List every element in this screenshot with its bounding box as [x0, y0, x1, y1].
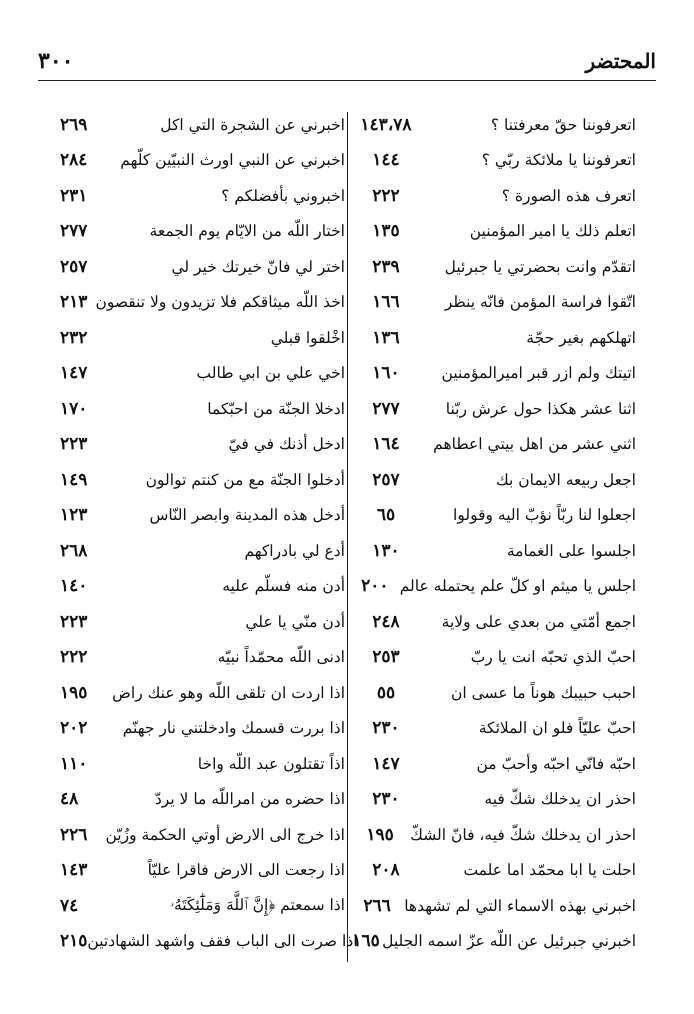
entry-page-number: ١٤٤: [372, 150, 400, 171]
entry-page-number: ٢٨٤: [60, 150, 88, 171]
entry-page-number: ٢٦٩: [60, 114, 88, 135]
left-index-entry: [60, 214, 345, 250]
entry-phrase: اخْلقوا قبلي: [270, 328, 345, 347]
entry-page-number: ٧٤: [60, 895, 79, 916]
entry-phrase: اثني عشر من اهل بيتي اعطاهم: [433, 435, 636, 454]
left-index-entry: [60, 533, 345, 569]
entry-page-number: ١٣٠: [372, 540, 400, 561]
left-index-entry: [60, 888, 345, 924]
left-index-entry: [60, 711, 345, 747]
entry-phrase: اجلس يا ميثم او كلّ علم يحتمله عالم: [399, 577, 636, 596]
entry-page-number: ٢٣٠: [372, 789, 400, 810]
entry-phrase: اتهلكهم بغير حجّة: [526, 328, 636, 347]
left-index-entry: [60, 249, 345, 285]
entry-phrase: اذا بررت قسمك وادخلتني نار جهنّم: [122, 719, 345, 738]
entry-phrase: اتيتك ولم ازر قبر اميرالمؤمنين: [441, 364, 636, 383]
left-index-entry: [60, 462, 345, 498]
entry-page-number: ٥٥: [376, 682, 396, 703]
entry-page-number: ٢٥٧: [60, 256, 88, 277]
entry-page-number: ٢٧٧: [60, 221, 88, 242]
entry-phrase: أدخلوا الجنّة مع من كنتم توالون: [145, 470, 345, 489]
right-index-entry: [350, 498, 636, 534]
entry-phrase: اخبرني جبرئيل عن اللّه عزّ اسمه الجليل: [382, 932, 636, 951]
entry-phrase: احذر ان يدخلك شكّ فيه: [484, 790, 636, 809]
entry-page-number: ٢٢٣: [60, 434, 88, 455]
entry-page-number: ١٤٣: [60, 860, 88, 881]
left-index-entry: [60, 285, 345, 321]
entry-page-number: ٢٠٨: [372, 860, 400, 881]
entry-page-number: ٢٥٣: [372, 647, 400, 668]
entry-page-number: ٤٨: [60, 789, 79, 810]
entry-phrase: اختر لي فانّ خيرتك خير لي: [171, 257, 345, 276]
entry-page-number: ٢١٣: [60, 292, 88, 313]
left-index-entry: [60, 640, 345, 676]
entry-page-number: ١٦٦: [372, 292, 400, 313]
right-index-entry: [350, 178, 636, 214]
entry-page-number: ٢٧٧: [372, 398, 400, 419]
left-index-entry: [60, 853, 345, 889]
entry-page-number: ٢٠٢: [60, 718, 88, 739]
entry-page-number: ١٤٧: [60, 363, 88, 384]
entry-page-number: ١٤٠: [60, 576, 88, 597]
right-index-entry: [350, 888, 636, 924]
right-index-entry: [350, 249, 636, 285]
entry-page-number: ١٤٩: [60, 469, 88, 490]
entry-phrase: اذا حضره من امراللّه ما لا يردّ: [154, 790, 345, 809]
right-index-entry: [350, 604, 636, 640]
entry-phrase: اثنا عشر هكذا حول عرش ربّنا: [445, 399, 636, 418]
entry-phrase: اخبروني بأفضلكم ؟: [221, 186, 345, 205]
entry-phrase: اذا رجعت الى الارض فاقرا عليّاً: [147, 861, 345, 880]
entry-phrase: اجعلوا لنا ربّاً نؤبّ اليه وقولوا: [453, 506, 636, 525]
entry-phrase: اتعرف هذه الصورة ؟: [501, 186, 636, 205]
left-index-entry: [60, 391, 345, 427]
left-index-entry: [60, 817, 345, 853]
entry-phrase: احبّ عليّاً فلو ان الملائكة: [478, 719, 636, 738]
entry-phrase: ادنى اللّه محمّداً نبيّه: [217, 648, 345, 667]
entry-phrase: اتعلم ذلك يا امير المؤمنين: [469, 222, 636, 241]
entry-page-number: ٢٣٩: [372, 256, 400, 277]
entry-page-number: ١١٠: [60, 753, 88, 774]
entry-page-number: ٢٦٨: [60, 540, 88, 561]
entry-page-number: ٢٣١: [60, 185, 88, 206]
right-column: [350, 107, 636, 959]
running-title: المحتضر: [585, 49, 656, 73]
entry-phrase: اذا صرت الى الباب فقف واشهد الشهادتين: [87, 932, 358, 951]
right-index-entry: [350, 746, 636, 782]
entry-phrase: اذا اردت ان تلقى اللّه وهو عنك راض: [112, 683, 345, 702]
right-index-entry: [350, 924, 636, 960]
entry-phrase: احبّ الذي تحبّه انت يا ربّ: [470, 648, 636, 667]
entry-phrase: اتعرفوننا حقّ معرفتنا ؟: [490, 115, 636, 134]
left-index-entry: [60, 356, 345, 392]
left-column: [60, 107, 358, 959]
entry-page-number: ٢٥٧: [372, 469, 400, 490]
entry-phrase: اذا خرج الى الارض أوتي الحكمة وزُيّن: [105, 825, 345, 844]
right-index-entry: [350, 285, 636, 321]
entry-phrase: اذا سمعتم ﴿إِنَّ ٱللَّهَ وَمَلَٰٓئِكَتَهُۥ: [170, 896, 345, 915]
entry-phrase: اخبرني عن الشجرة التي اكل: [160, 115, 345, 134]
entry-page-number: ٢٢٦: [60, 824, 88, 845]
entry-page-number: ١٤٧: [372, 753, 400, 774]
entry-page-number: ٢٢٣: [60, 611, 88, 632]
right-index-entry: [350, 533, 636, 569]
entry-page-number: ٢٠٠: [361, 576, 389, 597]
entry-page-number: ١٦٥: [352, 931, 380, 952]
entry-page-number: ١٦٤: [372, 434, 400, 455]
entry-phrase: اجمع أمّتي من بعدي على ولاية: [441, 612, 636, 631]
entry-phrase: اذاً تقتلون عبد اللّه واخا: [197, 754, 345, 773]
entry-phrase: ادخل أذنك في فيّ: [228, 435, 345, 454]
entry-page-number: ١٩٥: [60, 682, 88, 703]
entry-phrase: أدن منه فسلّم عليه: [222, 577, 345, 596]
entry-phrase: أدع لي بادراكهم: [244, 541, 345, 560]
left-index-entry: [60, 143, 345, 179]
entry-phrase: اتعرفوننا يا ملائكة ربّي ؟: [481, 151, 636, 170]
page-header: [38, 44, 656, 78]
left-index-entry: [60, 320, 345, 356]
left-index-entry: [60, 178, 345, 214]
entry-phrase: احلت يا ابا محمّد اما علمت: [463, 861, 636, 880]
left-index-entry: [60, 107, 345, 143]
header-rule: [38, 80, 656, 81]
entry-page-number: ٢٢٢: [60, 647, 88, 668]
entry-phrase: اخبرني بهذه الاسماء التي لم تشهدها: [404, 896, 636, 915]
entry-phrase: اجلسوا على الغمامة: [506, 541, 636, 560]
right-index-entry: [350, 853, 636, 889]
right-index-entry: [350, 143, 636, 179]
entry-page-number: ١٩٥: [366, 824, 394, 845]
entry-phrase: اخي علي بن ابي طالب: [196, 364, 345, 383]
right-index-entry: [350, 391, 636, 427]
left-index-entry: [60, 427, 345, 463]
entry-phrase: اجعل ربيعه الايمان بك: [495, 470, 636, 489]
entry-phrase: ادخلا الجنّة من احبّكما: [207, 399, 345, 418]
right-index-entry: [350, 817, 636, 853]
right-index-entry: [350, 782, 636, 818]
left-index-entry: [60, 746, 345, 782]
right-index-entry: [350, 569, 636, 605]
right-index-entry: [350, 356, 636, 392]
entry-phrase: اخبرني عن النبي اورث النبيّين كلّهم: [120, 151, 345, 170]
entry-page-number: ١٣٦: [372, 327, 400, 348]
entry-phrase: اتقدّم وانت بحضرتي يا جبرئيل: [444, 257, 636, 276]
entry-page-number: ١٧٠: [60, 398, 88, 419]
right-index-entry: [350, 640, 636, 676]
page-number: ٣٠٠: [38, 48, 74, 74]
right-index-entry: [350, 711, 636, 747]
entry-phrase: احذر ان يدخلك شكّ فيه، فانّ الشكّ: [410, 825, 636, 844]
entry-page-number: ١٣٥: [372, 221, 400, 242]
entry-page-number: ٢١٥: [60, 931, 88, 952]
left-index-entry: [60, 675, 345, 711]
left-index-entry: [60, 569, 345, 605]
entry-page-number: ٢٦٦: [363, 895, 391, 916]
entry-page-number: ٢٣٠: [372, 718, 400, 739]
entry-phrase: اخذ اللّه ميثاقكم فلا تزيدون ولا تنقصون: [95, 293, 345, 312]
right-index-entry: [350, 214, 636, 250]
entry-page-number: ٢٤٨: [372, 611, 400, 632]
entry-phrase: احبب حبيبك هوناً ما عسى ان: [450, 683, 636, 702]
entry-phrase: احبّه فانّي احبّه وأحبّ من: [476, 754, 636, 773]
entry-page-number: ١٢٣: [60, 505, 88, 526]
entry-phrase: أدن منّي يا علي: [245, 612, 345, 631]
left-index-entry: [60, 782, 345, 818]
right-index-entry: [350, 427, 636, 463]
entry-phrase: اختار اللّه من الايّام يوم الجمعة: [149, 222, 345, 241]
left-index-entry: [60, 604, 345, 640]
entry-phrase: اتّقوا فراسة المؤمن فانّه ينظر: [444, 293, 636, 312]
right-index-entry: [350, 320, 636, 356]
right-index-entry: [350, 675, 636, 711]
entry-page-number: ١٤٣،٧٨: [360, 114, 412, 135]
entry-phrase: أدخل هذه المدينة وابصر النّاس: [149, 506, 345, 525]
entry-page-number: ٦٥: [376, 505, 396, 526]
entry-page-number: ٢٣٢: [60, 327, 88, 348]
entry-page-number: ٢٢٢: [372, 185, 400, 206]
left-index-entry: [60, 924, 358, 960]
right-index-entry: [350, 107, 636, 143]
right-index-entry: [350, 462, 636, 498]
entry-page-number: ١٦٠: [372, 363, 400, 384]
column-divider: [347, 112, 348, 962]
left-index-entry: [60, 498, 345, 534]
